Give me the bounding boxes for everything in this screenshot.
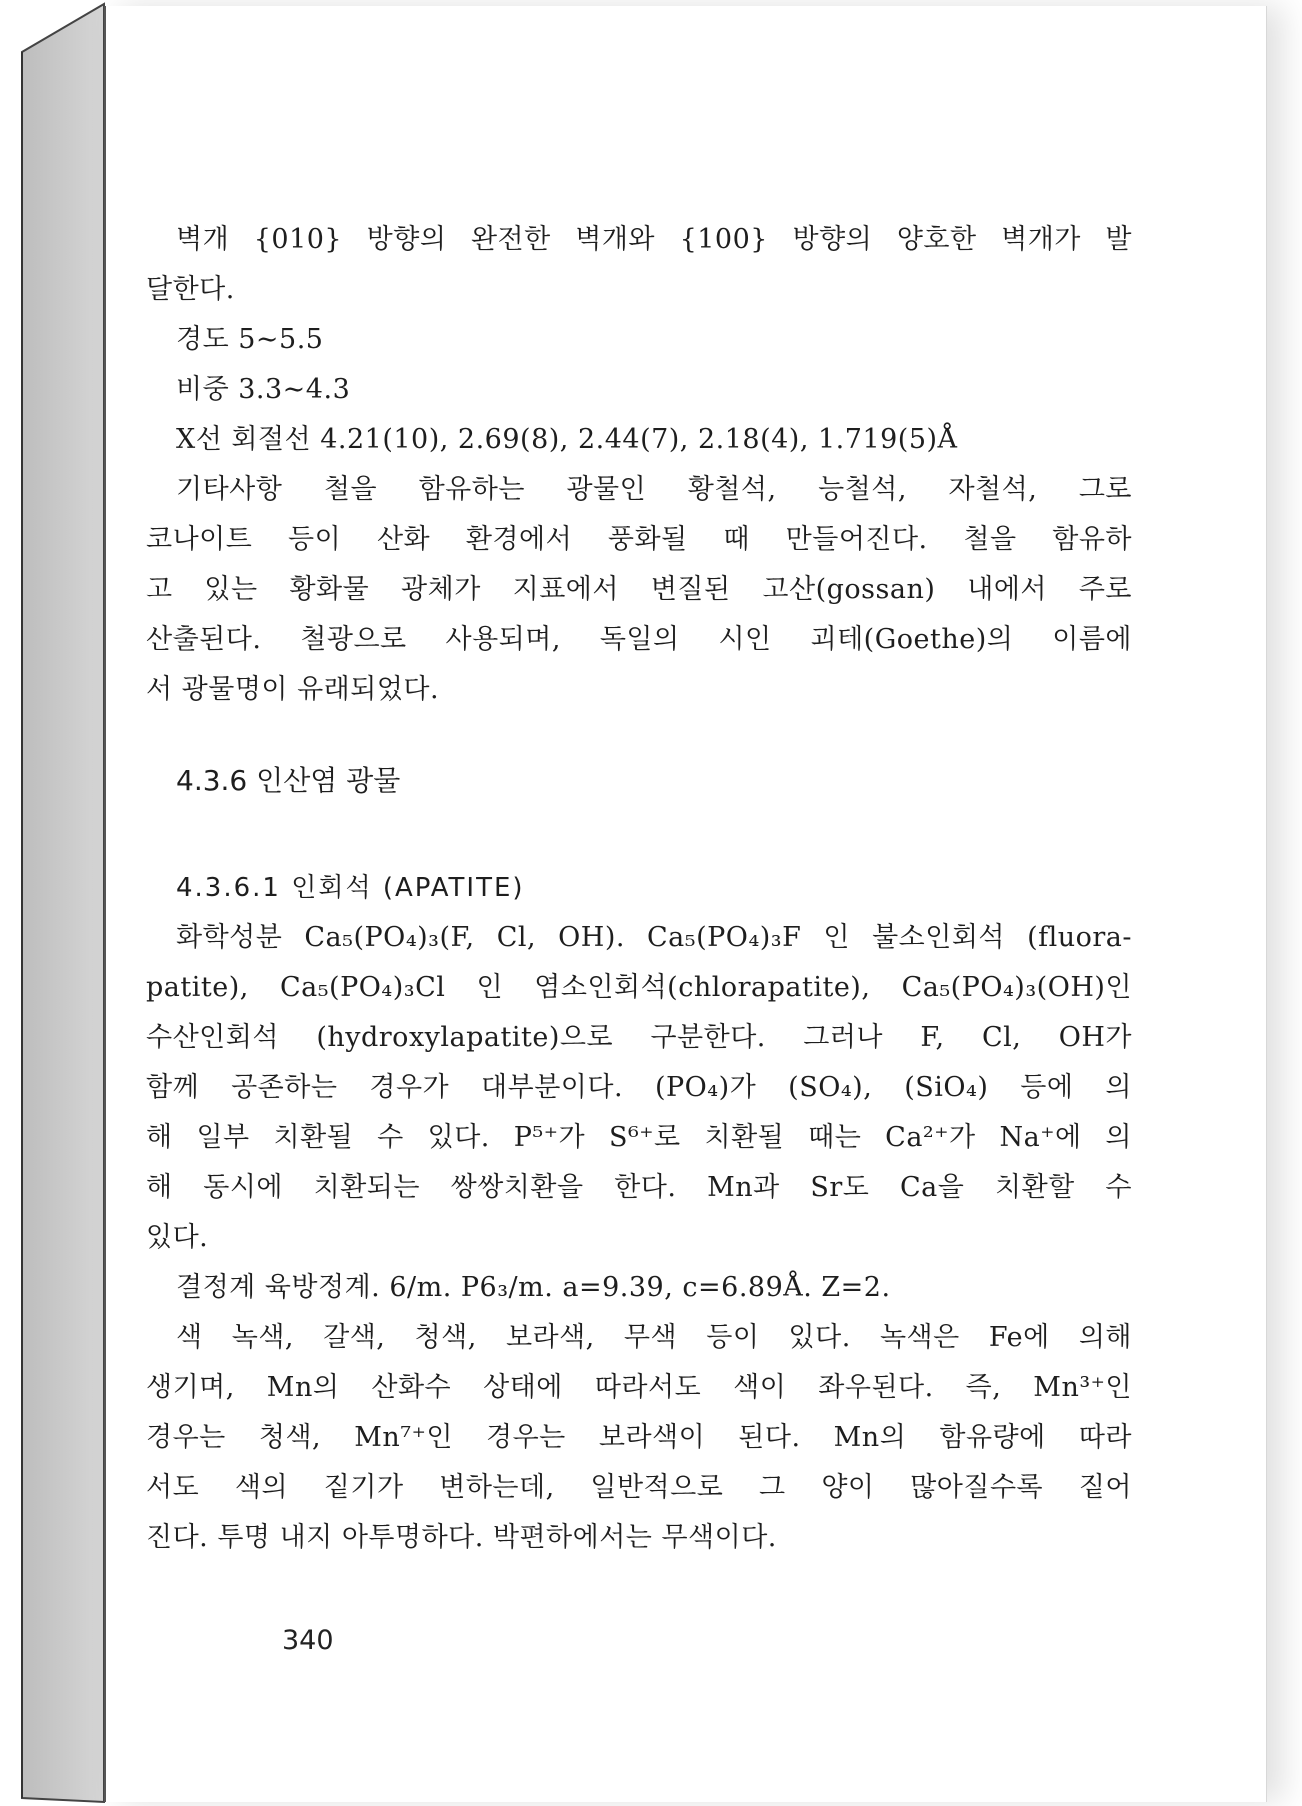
paragraph-chemistry-line-5: 해 일부 치환될 수 있다. P⁵⁺가 S⁶⁺로 치환될 때는 Ca²⁺가 Na⁺에 의: [146, 1122, 1132, 1153]
paragraph-chemistry-line-1: 화학성분 Ca₅(PO₄)₃(F, Cl, OH). Ca₅(PO₄)₃F 인 불소인회석 (fluora-: [176, 922, 1132, 953]
page-number: 340: [282, 1625, 334, 1656]
paragraph-chemistry-line-3: 수산인회석 (hydroxylapatite)으로 구분한다. 그러나 F, Cl, OH가: [146, 1022, 1132, 1053]
paragraph-color-line-5: 진다. 투명 내지 아투명하다. 박편하에서는 무색이다.: [146, 1522, 777, 1553]
paragraph-chemistry-line-4: 함께 공존하는 경우가 대부분이다. (PO₄)가 (SO₄), (SiO₄) 등에 의: [146, 1072, 1132, 1103]
subsection-heading: 4.3.6.1 인회석 (APATITE): [176, 873, 525, 903]
paragraph-color-line-4: 서도 색의 짙기가 변하는데, 일반적으로 그 양이 많아질수록 짙어: [146, 1472, 1132, 1503]
paragraph-chemistry-line-6: 해 동시에 치환되는 쌍쌍치환을 한다. Mn과 Sr도 Ca을 치환할 수: [146, 1172, 1132, 1203]
specific-gravity-line: 비중 3.3∼4.3: [176, 374, 351, 405]
paragraph-color-line-1: 색 녹색, 갈색, 청색, 보라색, 무색 등이 있다. 녹색은 Fe에 의해: [176, 1322, 1132, 1353]
paragraph-other-line-1: 기타사항 철을 함유하는 광물인 황철석, 능철석, 자철석, 그로: [176, 474, 1132, 505]
paragraph-other-line-5: 서 광물명이 유래되었다.: [146, 674, 440, 705]
paragraph-other-line-3: 고 있는 황화물 광체가 지표에서 변질된 고산(gossan) 내에서 주로: [146, 574, 1132, 605]
hardness-line: 경도 5∼5.5: [176, 324, 324, 355]
paragraph-other-line-2: 코나이트 등이 산화 환경에서 풍화될 때 만들어진다. 철을 함유하: [146, 524, 1132, 555]
xray-line: X선 회절선 4.21(10), 2.69(8), 2.44(7), 2.18(4), 1.719(5)Å: [176, 424, 958, 455]
paragraph-cleavage-line-2: 달한다.: [146, 274, 235, 305]
crystal-system-line: 결정계 육방정계. 6/m. P6₃/m. a=9.39, c=6.89Å. Z=2.: [176, 1272, 891, 1303]
paragraph-chemistry-line-7: 있다.: [146, 1222, 209, 1253]
paragraph-chemistry-line-2: patite), Ca₅(PO₄)₃Cl 인 염소인회석(chlorapatite), Ca₅(PO₄)₃(OH)인: [146, 972, 1132, 1003]
paragraph-other-line-4: 산출된다. 철광으로 사용되며, 독일의 시인 괴테(Goethe)의 이름에: [146, 624, 1132, 655]
paragraph-color-line-2: 생기며, Mn의 산화수 상태에 따라서도 색이 좌우된다. 즉, Mn³⁺인: [146, 1372, 1132, 1403]
page-text-body: [146, 215, 1132, 1563]
paragraph-color-line-3: 경우는 청색, Mn⁷⁺인 경우는 보라색이 된다. Mn의 함유량에 따라: [146, 1422, 1132, 1453]
paragraph-cleavage-line-1: 벽개 {010} 방향의 완전한 벽개와 {100} 방향의 양호한 벽개가 발: [176, 224, 1132, 255]
section-heading: 4.3.6 인산염 광물: [176, 764, 401, 797]
